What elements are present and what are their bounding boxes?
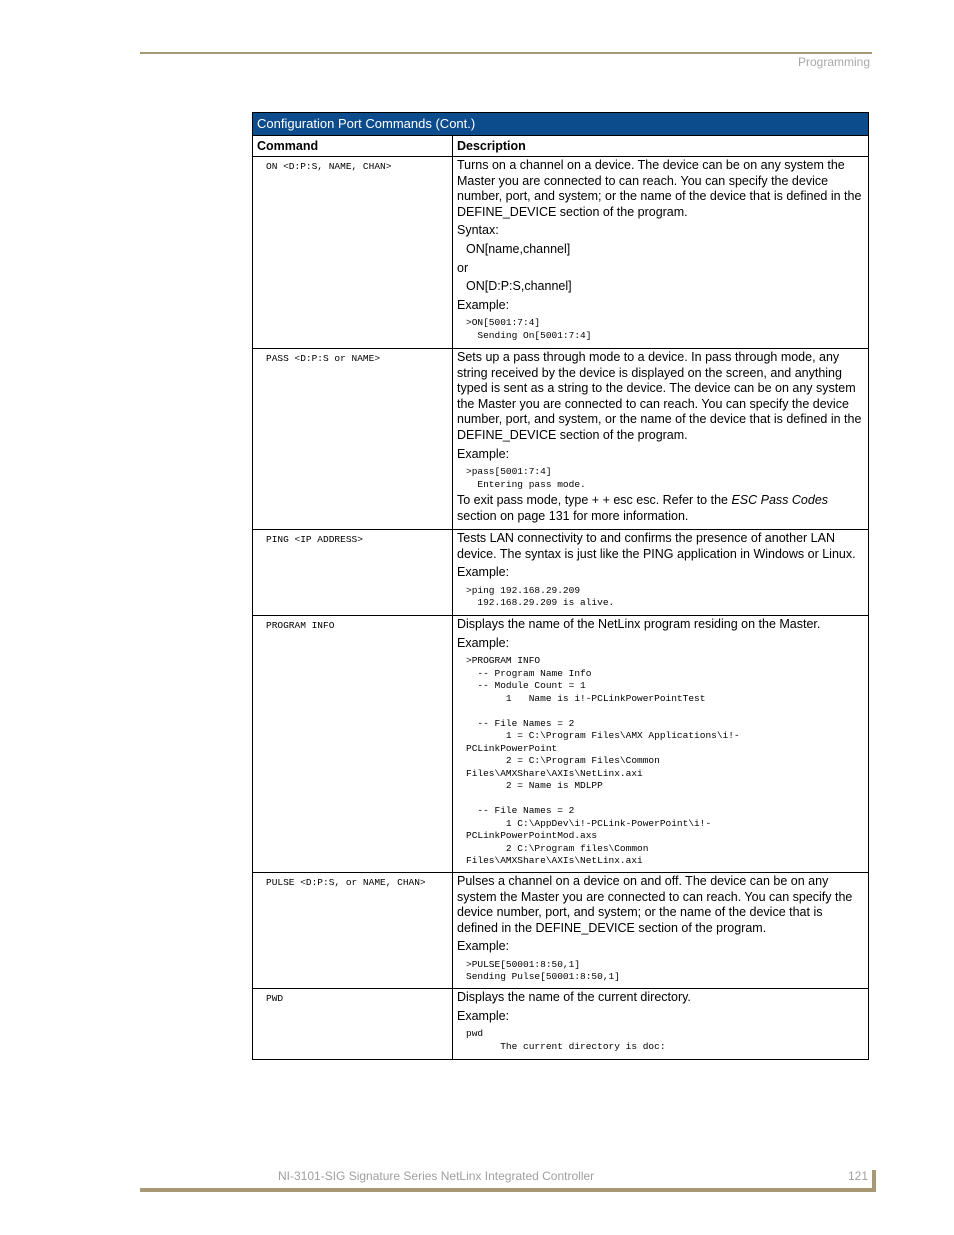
footer-rule	[140, 1188, 876, 1192]
note-text	[457, 493, 864, 524]
table-row	[253, 989, 869, 1060]
table-row	[253, 349, 869, 530]
example-label: Example:	[457, 446, 510, 461]
or-label: or	[457, 260, 469, 275]
description-text: Tests LAN connectivity to and confirms the presence of another LAN device. The syntax is just like the PING application in Windows or Linux.	[457, 531, 856, 561]
table-row	[253, 530, 869, 616]
header-rule	[140, 52, 872, 54]
example-code: >PROGRAM INFO -- Program Name Info -- Module Count = 1 1 Name is i!-PCLinkPowerPointTest -- File Names = 2 1 = C:\Program Files\AMX Applications\i!- PCLinkPowerPoint 2 = C:\Program Files\Common Files\AMXShare\AXIs\NetLinx.axi 2 = Name is MDLPP -- File Names = 2 1 C:\AppDev\i!-PCLink-PowerPoint\i!- PCLinkPowerPointMod.axs 2 C:\Program files\Common Files\AMXShare\AXIs\NetLinx.axi	[466, 655, 740, 867]
command-cell: PULSE <D:P:S, or NAME, CHAN>	[253, 873, 453, 989]
description-cell	[453, 616, 869, 873]
column-header-description: Description	[453, 136, 869, 157]
syntax-label: Syntax:	[457, 223, 499, 238]
table-row	[253, 616, 869, 873]
table-row	[253, 873, 869, 989]
description-cell	[453, 873, 869, 989]
example-code: >PULSE[50001:8:50,1] Sending Pulse[50001:8:50,1]	[466, 958, 620, 983]
description-text: Sets up a pass through mode to a device. In pass through mode, any string received by the device is displayed on the screen, and anything typed is sent as a string to the device. The device can be on any system the Master you are connected to can reach. You can specify the device number, port, and system, or the name of the device that is defined in the DEFINE_DEVICE section of the program.	[457, 350, 862, 442]
note-text-b: section on page 131 for more information.	[457, 508, 689, 523]
command-cell: PROGRAM INFO	[253, 616, 453, 873]
footer-title: NI-3101-SIG Signature Series NetLinx Integrated Controller	[278, 1169, 595, 1183]
example-code: pwd The current directory is doc:	[466, 1028, 666, 1052]
example-label: Example:	[457, 297, 510, 312]
description-cell	[453, 989, 869, 1060]
note-link-text: ESC Pass Codes	[731, 493, 829, 508]
description-cell	[453, 530, 869, 616]
example-label: Example:	[457, 635, 510, 650]
description-cell	[453, 157, 869, 349]
table-row	[253, 157, 869, 349]
example-code: >ping 192.168.29.209 192.168.29.209 is alive.	[466, 584, 615, 609]
example-code: >ON[5001:7:4] Sending On[5001:7:4]	[466, 317, 592, 341]
note-text-a: To exit pass mode, type + + esc esc. Refer to the	[457, 493, 732, 508]
syntax-line: ON[name,channel]	[466, 241, 571, 256]
description-text: Pulses a channel on a device on and off. The device can be on any system the Master you are connected to can reach. You can specify the device number, port, and system; or the name of the device that is defined in the DEFINE_DEVICE section of the program.	[457, 874, 853, 935]
command-cell: PING <IP ADDRESS>	[253, 530, 453, 616]
command-cell: PWD	[253, 989, 453, 1060]
example-code: >pass[5001:7:4] Entering pass mode.	[466, 466, 586, 490]
page-number: 121	[848, 1169, 869, 1183]
command-cell: PASS <D:P:S or NAME>	[253, 349, 453, 530]
description-cell	[453, 349, 869, 530]
table-title: Configuration Port Commands (Cont.)	[253, 113, 869, 136]
description-text: Displays the name of the NetLinx program residing on the Master.	[457, 617, 821, 631]
description-text: Displays the name of the current directory.	[457, 990, 691, 1004]
syntax-line: ON[D:P:S,channel]	[466, 279, 572, 294]
example-label: Example:	[457, 939, 510, 954]
example-label: Example:	[457, 1008, 510, 1023]
column-header-command: Command	[253, 136, 453, 157]
command-cell: ON <D:P:S, NAME, CHAN>	[253, 157, 453, 349]
description-text: Turns on a channel on a device. The device can be on any system the Master you are connected to can reach. You can specify the device number, port, and system; or the name of the device that is defined in the DEFINE_DEVICE section of the program.	[457, 158, 862, 219]
config-port-commands-table	[252, 112, 869, 1060]
section-label: Programming	[797, 55, 870, 69]
example-label: Example:	[457, 565, 510, 580]
